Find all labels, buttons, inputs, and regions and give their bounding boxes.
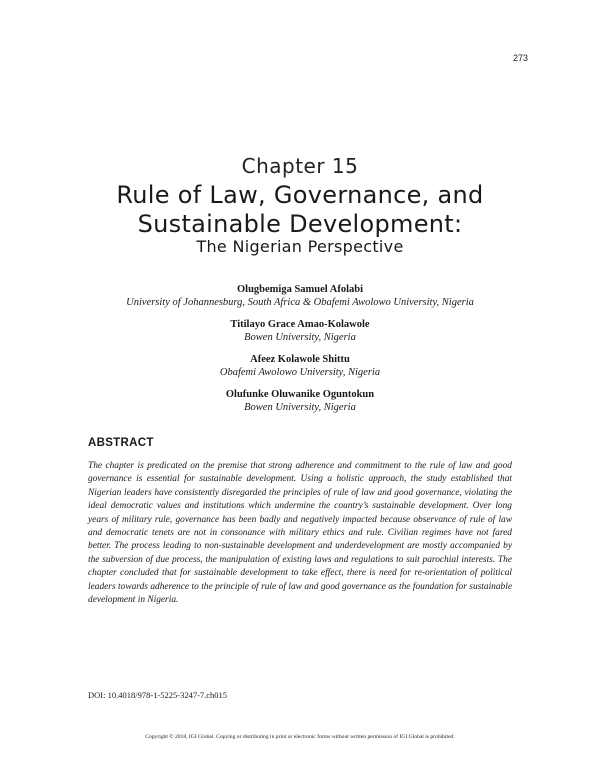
abstract-heading: ABSTRACT — [88, 437, 154, 449]
author-entry — [0, 318, 600, 344]
author-affiliation: University of Johannesburg, South Africa & Obafemi Awolowo University, Nigeria — [126, 297, 474, 308]
author-affiliation: Bowen University, Nigeria — [244, 402, 356, 413]
doi-line: DOI: 10.4018/978-1-5225-3247-7.ch015 — [88, 690, 228, 700]
author-entry — [0, 353, 600, 379]
chapter-subtitle: The Nigerian Perspective — [196, 237, 404, 256]
chapter-title-line-1: Rule of Law, Governance, and — [116, 181, 484, 209]
author-affiliation: Bowen University, Nigeria — [244, 332, 356, 343]
page-number: 273 — [512, 53, 528, 63]
author-name: Afeez Kolawole Shittu — [250, 354, 350, 365]
abstract-body: The chapter is predicated on the premise that strong adherence and commitment to the rule of law and good governance is essential for sustainable development. Using a holistic approach, the study established that Nigerian leaders have consistently disregarded the principles of rule of law and good governance, violating the ideal democratic values and institutions which undermine the country’s sustainable development. Over long years of military rule, governance has been badly and negatively impacted because observance of rule of law and democratic tenets are not in consonance with military ethics and rule. Civilian regimes have not fared better. The process leading to non-sustainable development and underdevelopment are mostly accompanied by the subversion of due process, the manipulation of existing laws and regulations to suit parochial interests. The chapter concluded that for sustainable development to take effect, there is need for re-orientation of political leaders towards adherence to the principle of rule of law and good governance as the foundation for sustainable development in Nigeria. — [88, 461, 512, 606]
author-name: Titilayo Grace Amao-Kolawole — [230, 319, 370, 330]
chapter-label: Chapter 15 — [241, 154, 359, 178]
chapter-title-line-2: Sustainable Development: — [137, 210, 463, 238]
author-name: Olugbemiga Samuel Afolabi — [236, 284, 363, 295]
author-list — [0, 283, 600, 423]
author-affiliation: Obafemi Awolowo University, Nigeria — [219, 367, 381, 378]
author-entry — [0, 388, 600, 414]
author-entry — [0, 283, 600, 309]
author-name: Olufunke Oluwanike Oguntokun — [225, 389, 375, 400]
copyright-notice: Copyright © 2018, IGI Global. Copying or distributing in print or electronic forms without written permission of IGI Global is prohibited. — [145, 734, 455, 740]
chapter-title — [0, 181, 600, 239]
